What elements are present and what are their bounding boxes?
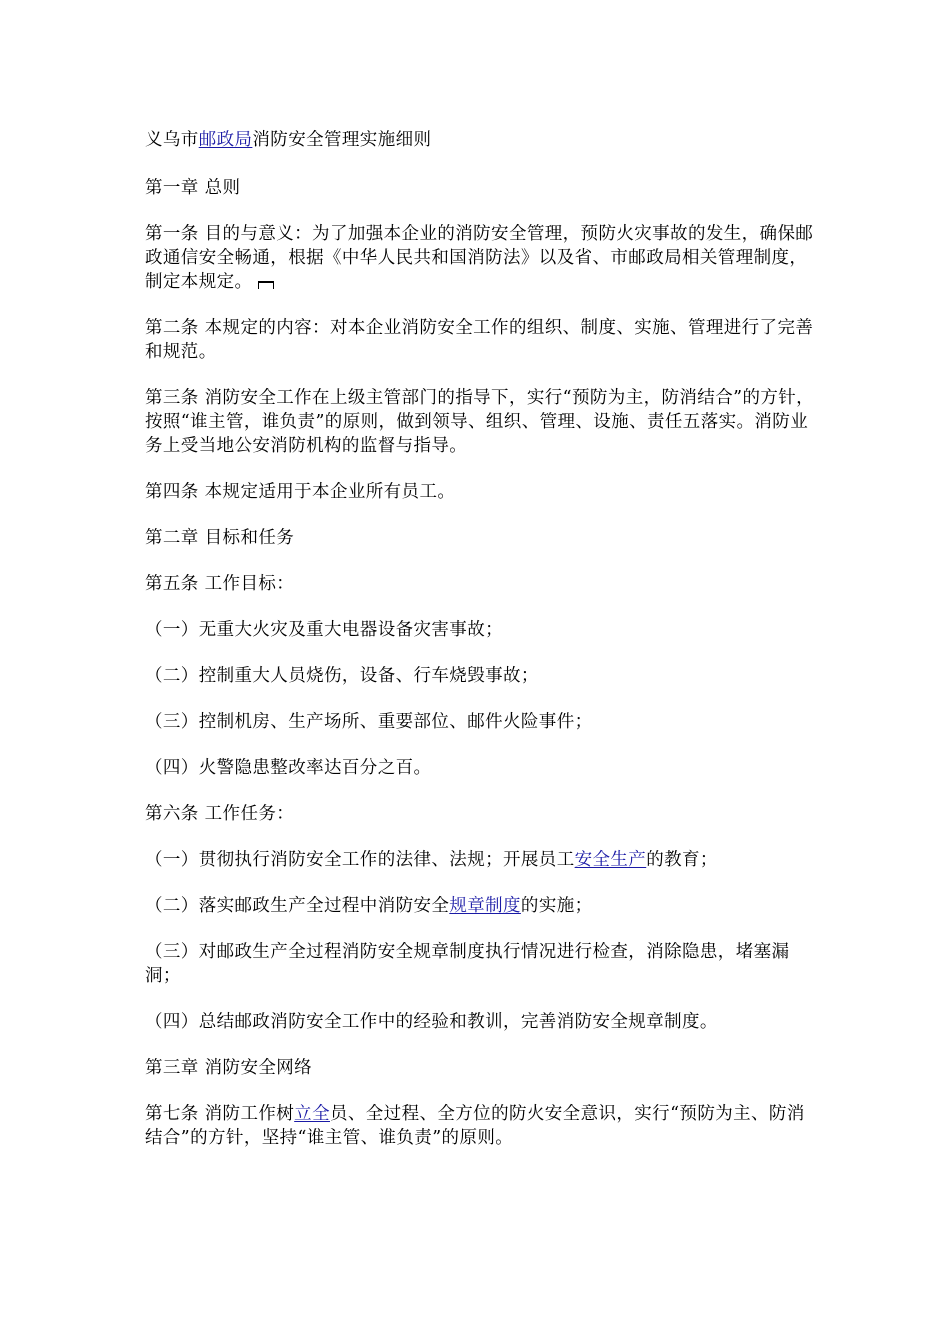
article-7 [145, 1102, 820, 1150]
article-5-item-1: （一）无重大火灾及重大电器设备灾害事故； [145, 620, 503, 640]
article-5-item-3: （三）控制机房、生产场所、重要部位、邮件火险事件； [145, 712, 593, 732]
article-6-item-1 [145, 848, 820, 872]
article-4: 第四条 本规定适用于本企业所有员工。 [145, 482, 456, 502]
article-6: 第六条 工作任务： [145, 804, 295, 824]
article-6-item-4: （四）总结邮政消防安全工作中的经验和教训，完善消防安全规章制度。 [145, 1012, 718, 1032]
chapter-3-heading: 第三章 消防安全网络 [145, 1058, 313, 1078]
article-6-item-1-suffix: 的教育； [646, 850, 718, 870]
link-liquan[interactable]: 立全 [294, 1104, 330, 1124]
chapter-1-heading: 第一章 总则 [145, 178, 241, 198]
article-6-item-3: （三）对邮政生产全过程消防安全规章制度执行情况进行检查，消除隐患，堵塞漏洞； [145, 942, 790, 986]
document-title [145, 128, 820, 152]
article-6-item-2-prefix: （二）落实邮政生产全过程中消防安全 [145, 896, 450, 916]
link-anquan-shengchan[interactable]: 安全生产 [574, 850, 647, 870]
chapter-2-heading: 第二章 目标和任务 [145, 528, 295, 548]
article-7-suffix: 员、全过程、全方位的防火安全意识，实行“预防为主、防消结合”的方针，坚持“谁主管、谁负责”的原则。 [145, 1104, 805, 1148]
article-1 [145, 222, 820, 294]
title-prefix: 义乌市 [145, 130, 199, 150]
article-6-item-2 [145, 894, 820, 918]
article-2: 第二条 本规定的内容：对本企业消防安全工作的组织、制度、实施、管理进行了完善和规范。 [145, 318, 814, 362]
article-3: 第三条 消防安全工作在上级主管部门的指导下，实行“预防为主，防消结合”的方针，按照“谁主管，谁负责”的原则，做到领导、组织、管理、设施、责任五落实。消防业务上受当地公安消防机构的监督与指导。 [145, 388, 815, 456]
article-6-item-1-prefix: （一）贯彻执行消防安全工作的法律、法规；开展员工 [145, 850, 575, 870]
link-guizhang-zhidu[interactable]: 规章制度 [449, 896, 521, 916]
article-6-item-2-suffix: 的实施； [520, 896, 593, 916]
article-5-item-2: （二）控制重大人员烧伤，设备、行车烧毁事故； [145, 666, 539, 686]
article-5: 第五条 工作目标： [145, 574, 295, 594]
bracket-mark-icon [258, 281, 274, 289]
article-1-text: 第一条 目的与意义：为了加强本企业的消防安全管理，预防火灾事故的发生，确保邮政通信安全畅通，根据《中华人民共和国消防法》以及省、市邮政局相关管理制度，制定本规定。 [145, 224, 814, 292]
article-7-prefix: 第七条 消防工作树 [145, 1104, 295, 1124]
article-5-item-4: （四）火警隐患整改率达百分之百。 [145, 758, 432, 778]
title-suffix: 消防安全管理实施细则 [252, 130, 432, 150]
link-youzhengju[interactable]: 邮政局 [198, 130, 253, 150]
